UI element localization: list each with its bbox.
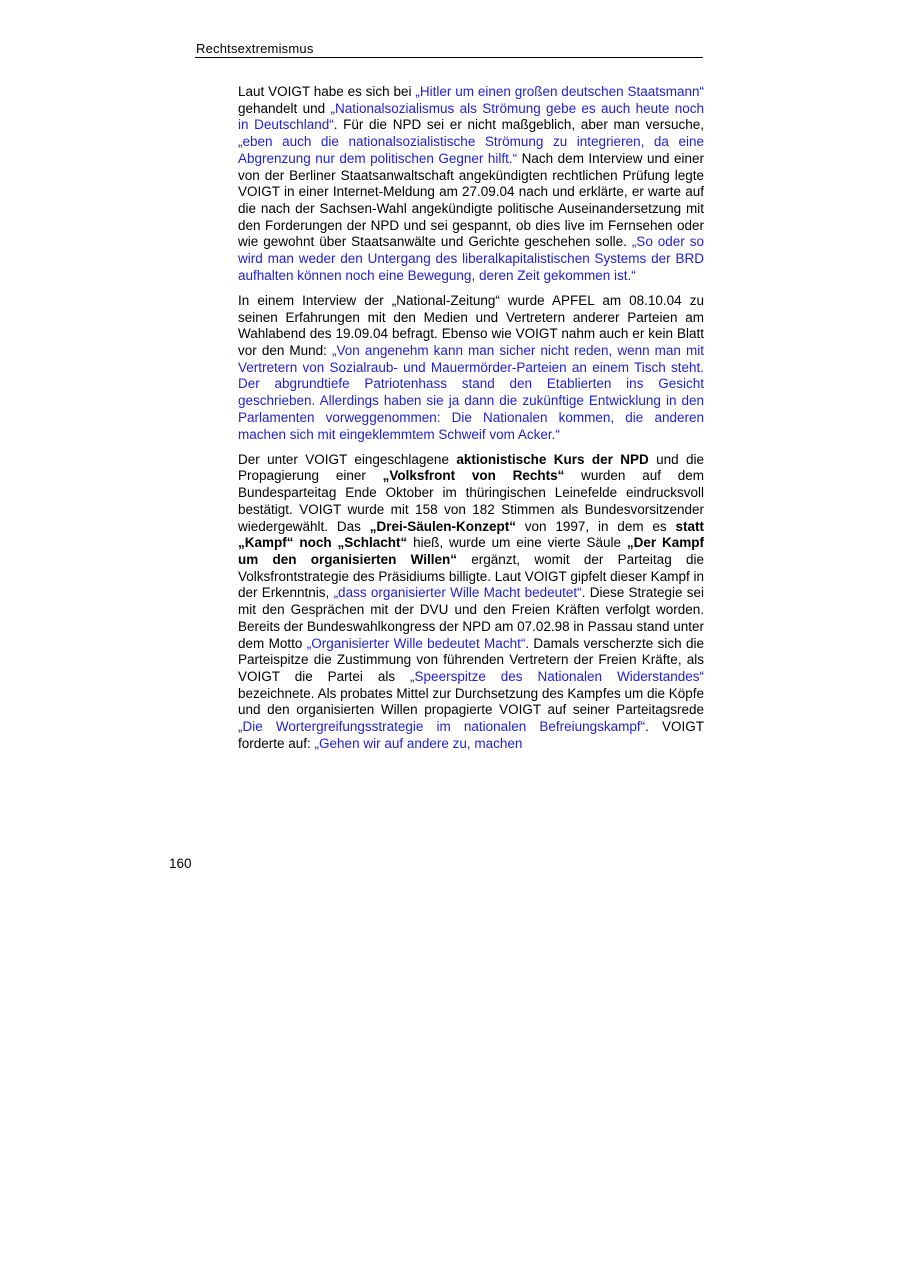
paragraph	[238, 293, 704, 443]
header-rule	[195, 57, 703, 58]
quote-text: „Die Wortergreifungsstrategie im nationalen Befreiungskampf“	[238, 719, 646, 735]
quote-text: „Gehen wir auf andere zu, machen	[314, 735, 523, 751]
text-run: von 1997, in dem es	[515, 518, 676, 534]
text-run: Laut VOIGT habe es sich bei	[238, 84, 416, 99]
text-run: Nach dem Interview und einer von der Berliner Staatsanwaltschaft angekündigten rechtlichen Prüfung legte VOIGT in einer Internet-Meldung am 27.09.04 nach und erklärte, er warte auf die nach der Sachsen-Wahl angekündigte politische Auseinandersetzung mit den Forderungen der NPD und sei gespannt, ob dies live im Fernsehen oder wie gewohnt über Staatsanwälte und Gerichte geschehen solle.	[238, 150, 704, 250]
bold-text: statt „Kampf“ noch „Schlacht“	[238, 518, 704, 551]
running-header: Rechtsextremismus	[196, 41, 314, 56]
quote-text: „dass organisierter Wille Macht bedeutet“	[333, 585, 582, 601]
quote-text: „Speerspitze des Nationalen Widerstandes“	[410, 668, 704, 684]
bold-text: aktionistische Kurs der NPD	[456, 451, 649, 467]
text-run: In einem Interview der „National-Zeitung“ wurde APFEL am 08.10.04 zu seinen Erfahrungen mit den Medien und Vertretern anderer Parteien am Wahlabend des 19.09.04 befragt. Ebenso wie VOIGT nahm auch er kein Blatt vor den Mund:	[238, 292, 704, 359]
quote-text: „Hitler um einen großen deutschen Staatsmann“	[415, 84, 704, 99]
quote-text: „Nationalsozialismus als Strömung gebe es auch heute noch in Deutschland“	[238, 100, 704, 133]
paragraph	[238, 84, 704, 284]
paragraph	[238, 452, 704, 753]
bold-text: „Der Kampf um den organisierten Willen“	[238, 535, 704, 567]
text-run: ergänzt, womit der Parteitag die Volksfrontstrategie des Präsidiums billigte. Laut VOIGT gipfelt dieser Kampf in der Erkenntnis,	[238, 551, 704, 601]
text-run: wurden auf dem Bundesparteitag Ende Oktober im thüringischen Leinefelde eindrucksvoll bestätigt. VOIGT wurde mit 158 von 182 Stimmen als Bundesvorsitzender wiedergewählt. Das	[238, 468, 704, 534]
bold-text: „Volksfront von Rechts“	[382, 468, 565, 484]
body-text	[238, 84, 704, 761]
quote-text: „Von angenehm kann man sicher nicht reden, wenn man mit Vertretern von Sozialraub- und Mauermörder-Parteien an einem Tisch steht. Der abgrundtiefe Patriotenhass stand den Etablierten ins Gesicht geschrieben. Allerdings haben sie ja dann die zukünftige Entwicklung in den Parlamenten vorweggenommen: Die Nationalen kommen, die anderen machen sich mit eingeklemmtem Schweif vom Acker.“	[238, 343, 704, 442]
text-run: gehandelt und	[238, 100, 331, 116]
text-run: hieß, wurde um eine vierte Säule	[407, 535, 627, 551]
quote-text: „eben auch die nationalsozialistische Strömung zu integrieren, da eine Abgrenzung nur dem politischen Gegner hilft.“	[238, 134, 704, 166]
text-run: . Diese Strategie sei mit den Gesprächen mit der DVU und den Freien Kräften verfolgt worden. Bereits der Bundeswahlkongress der NPD am 07.02.98 in Passau stand unter dem Motto	[238, 585, 705, 651]
bold-text: „Drei-Säulen-Konzept“	[369, 518, 516, 534]
page-number: 160	[169, 856, 192, 871]
text-run: Der unter VOIGT eingeschlagene	[238, 451, 457, 467]
text-run: . VOIGT forderte auf:	[238, 719, 704, 751]
quote-text: „So oder so wird man weder den Untergang des liberalkapitalistischen Systems der BRD aufhalten können noch eine Bewegung, deren Zeit gekommen ist.“	[238, 234, 704, 283]
text-run: . Damals verscherzte sich die Parteispitze die Zustimmung von führenden Vertretern der Freien Kräfte, als VOIGT die Partei als	[238, 635, 705, 684]
quote-text: „Organisierter Wille bedeutet Macht“	[306, 635, 526, 651]
text-run: und die Propagierung einer	[238, 451, 704, 484]
text-run: bezeichnete. Als probates Mittel zur Durchsetzung des Kampfes um die Köpfe und den organisierten Willen propagierte VOIGT auf seiner Parteitagsrede	[238, 685, 705, 718]
text-run: . Für die NPD sei er nicht maßgeblich, aber man versuche,	[333, 117, 704, 133]
